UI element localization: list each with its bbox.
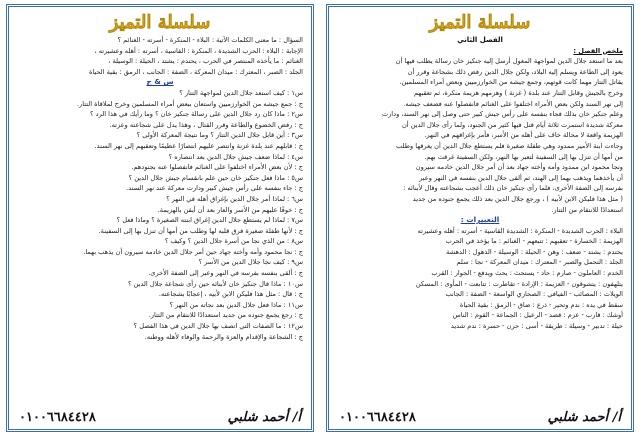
- question-line: س٩ : كيف نجا جلال الدين من الأسر ؟: [198, 258, 303, 267]
- vocab-line: يتلهفون : يتشوقون - العزيمة : الإرادة - تقاطرت : تتابعت - المأوى : المسكن: [415, 279, 623, 288]
- summary-line: ونجا محمود ابن ممدود وأمه وأخته جهاد بعد أن أمر جلال الدين خادمه سيرون: [415, 163, 623, 172]
- summary-line: معركة شديدة استمرت ثلاثة أيام قتل فيها كثير من الجنود، ولما رأى جلال الدين أن: [401, 120, 623, 129]
- section-label: س & ج: [146, 77, 174, 87]
- answer-line: ج : لأنها طفلة صغيرة فرق قلبه لها وطلب من أمها أن تنزل بها إلى السفينة.: [98, 226, 303, 235]
- right-page-content: [337, 13, 623, 407]
- lesson-label: الفصل الثاني: [457, 36, 503, 44]
- summary-line: أن يأخذهما ويذهب بهما إلى الهند، ثم ألقى جلال الدين بنفسه في النهر وعبر: [419, 173, 623, 182]
- intro-line: الإجابة : البلاء : الحرب الشديدة ، المنكرة : القاسية ، أسرته : أهله وعشيرته ،: [94, 46, 303, 55]
- answer-line: ج : قال : مثل هذا فليكن الابن لأبيه ، إعجابًا بشجاعته.: [158, 290, 303, 299]
- intro-line: السؤال : ما معنى الكلمات الآتية : البلاء - المنكرة - أسرته - الغنائم ؟: [117, 36, 303, 44]
- summary-line: يعود إلى الطاعة ويسلم إليه البلاد، ولكن جلال الدين رفض ذلك بشجاعة وقرر أن: [407, 67, 623, 76]
- question-line: س١ : كيف استعد جلال الدين لمواجهة التتار ؟: [179, 88, 303, 97]
- left-page: [6, 4, 314, 432]
- answer-line: ج : رجع يجمع جنوده من جديد استعدادًا للانتقام من التتار.: [148, 311, 303, 320]
- question-line: س١٠ : ماذا قال جنكيز خان لأبنائه حين رأى شجاعة جلال الدين ؟: [128, 279, 303, 288]
- vocab-heading: التعبيرات :: [460, 215, 500, 225]
- question-line: س٢ : ماذا كان رد جلال الدين على رسالة جنكيز خان ؟ وما رأيك في هذا الرد ؟: [90, 110, 303, 119]
- answer-line: ج : نجا محمود وأمه وأخته جهاد حين أمر جلال الدين خادمه سيرون أن يذهب بهما.: [83, 247, 303, 256]
- question-line: س٧ : لماذا لم يستطع جلال الدين إغراق ابنته الصغيرة ؟ وماذا فعل ؟: [116, 216, 303, 225]
- summary-line: بعد ما استعد جلال الدين لمواجهة المغول أرسل إليه جنكيز خان رسالة يطلب فيها أن: [395, 57, 623, 66]
- question-line: س١٢ : ما الصفات التي اتصف بها جلال الدين في هذا الفصل ؟: [133, 322, 303, 331]
- summary-line: ( مثل هذا فليكن الابن لأبيه ) ، ورجع جلال الدين بعد ذلك يجمع جنوده من جديد: [412, 194, 623, 203]
- vocab-line: يحتدم : يشتد - ضعف : وهن - الحيلة : الوسيلة - الذهول : الدهشة: [446, 247, 623, 256]
- vocab-line: الجلد : التحمل والصبر - المعترك : ميدان المعركة - نجا : سلم: [456, 258, 623, 267]
- vocab-line: البلاء : الحرب الشديدة - المنكرة : الشديدة القاسية - أسرته : أهله وعشيرته: [417, 226, 623, 235]
- page-footer: [339, 408, 621, 426]
- answer-line: ج : الشجاعة والإقدام والعزة والرحمة والوفاء لأهله ووطنه.: [144, 332, 303, 341]
- vocab-line: حيلة : تدبير - وسيلة : طريقة - أسى : حزن - حسرة : ندم شديد: [450, 322, 623, 331]
- question-line: س٥ : ماذا فعل جنكيز خان حين علم بانقسام جيش جلال الدين ؟: [128, 173, 303, 182]
- question-line: س٤ : لماذا ضعف جيش جلال الدين بعد انتصاره ؟: [168, 152, 303, 161]
- answer-line: ج : رفض الخضوع والطاعة وقرر القتال ، وهذا يدل على شجاعته وعزته.: [109, 120, 303, 129]
- intro-block: [17, 35, 303, 77]
- vocab-line: سقط في يده : ندم وتحير - ذرع : ضاق - الرمق : بقية الحياة: [459, 300, 623, 309]
- vocab-block: [337, 226, 623, 332]
- questions-block: [17, 88, 303, 342]
- footer-phone: ٠١٠٠٦٦٨٤٤٢٨: [19, 409, 96, 425]
- summary-line: وعلم جنكيز خان بذلك فجاء بنفسه على رأس جيش كبير حتى وصل إلى نهر السند، ودارت: [381, 110, 623, 119]
- intro-line: الجلد : الصبر ، المعترك : ميدان المعركة ، الضفة : الجانب ، الرمق : بقية الحياة: [88, 67, 303, 76]
- right-page: [326, 4, 634, 432]
- summary-line: يقاتل التتار مهما كانت قوتهم، وجمع جيشه من الخوارزميين وبعض أمراء المسلمين.: [399, 78, 623, 87]
- intro-line: الغنائم : ما يأخذه المنتصر في الحرب ، يحتدم : يشتد ، الحيلة : الوسيلة ،: [108, 57, 303, 66]
- vocab-line: الهزيمة : الخسارة - تعقبهم : تتبعهم - الغنائم : ما يؤخذ في الحرب: [445, 237, 623, 246]
- answer-line: ج : ألقى بنفسه بفرسه في النهر وعبر إلى الضفة الأخرى.: [148, 269, 303, 278]
- summary-block: [337, 56, 623, 215]
- summary-heading: ملخص الفصل :: [573, 46, 623, 55]
- footer-signature: أ/ أحمد شلبي: [227, 409, 301, 425]
- page-footer: [19, 408, 301, 426]
- answer-line: ج : جمع جيشه من الخوارزميين واستعان ببعض أمراء المسلمين وخرج لملاقاة التتار.: [76, 99, 303, 108]
- question-line: س٦ : لماذا أمر جلال الدين بإغراق أهله في النهر ؟: [166, 194, 303, 203]
- answer-line: ج : خوفًا عليهم من الأسر والعار بعد أن أيقن بالهزيمة.: [157, 205, 303, 214]
- vocab-line: الخدم : العاملون - صارم : حاد - يستحث : يحث ويدفع - الجوار : القرب: [431, 269, 623, 278]
- summary-line: بفرسه إلى الضفة الأخرى، فلما رأى جنكيز خان ذلك أعجب بشجاعته وقال لأبنائه :: [403, 184, 623, 193]
- summary-line: وجاءت ابنة الأمير ممدود وهي طفلة صغيرة فلم يستطع جلال الدين أن يغرقها وطلب: [396, 141, 623, 150]
- summary-line: من أمها أن تنزل بها إلى السفينة لتعبر بها النهر، ولكن السفينة غرقت بهم.: [424, 152, 623, 161]
- answer-line: ج : جاء بنفسه على رأس جيش كبير ودارت معركة عند نهر السند.: [126, 184, 303, 193]
- question-line: س٨ : من الذي نجا من أسرة جلال الدين ؟ وكيف ؟: [164, 237, 303, 246]
- answer-line: ج : لأن بعض الأمراء اختلفوا على الغنائم فانفصلوا عنه بجنودهم.: [131, 163, 303, 172]
- left-page-content: [17, 13, 303, 407]
- footer-signature: أ/ أحمد شلبي: [547, 409, 621, 425]
- summary-line: الهزيمة واقعة لا محالة خاف على أهله من الأسر، فأمر بإغراقهم في النهر.: [424, 131, 623, 140]
- answer-line: ج : قابلهم عند بلدة غزنة وانتصر عليهم انتصارًا عظيمًا وتعقبهم إلى نهر السند.: [94, 141, 303, 150]
- series-title: سلسلة التميز: [429, 13, 531, 33]
- vocab-line: الويلات : المصائب - الفيافي : الصحاري الواسعة - الضفة : الجانب: [445, 290, 623, 299]
- summary-line: وخرج بالجيش وقابل التتار عند بلدة ( غزنة ) وهزمهم هزيمة منكرة، ثم تعقبهم: [414, 88, 623, 97]
- question-line: س٣ : أين قابل جلال الدين التتار ؟ وما نتيجة المعركة الأولى ؟: [136, 131, 303, 140]
- footer-phone: ٠١٠٠٦٦٨٤٤٢٨: [339, 409, 416, 425]
- vocab-line: أوشك : قارب - عزم : قصد - الرعيل : الجماعة - القوم : الناس: [452, 311, 623, 320]
- summary-line: استعدادًا للانتقام من التتار.: [551, 205, 623, 214]
- series-title: سلسلة التميز: [109, 13, 211, 33]
- question-line: س١١ : ماذا فعل جلال الدين بعد نجاته من النهر ؟: [169, 300, 303, 309]
- summary-line: إلى نهر السند ولكن بعض الأمراء اختلفوا على الغنائم فانفصلوا عنه فضعف جيشه.: [403, 99, 623, 108]
